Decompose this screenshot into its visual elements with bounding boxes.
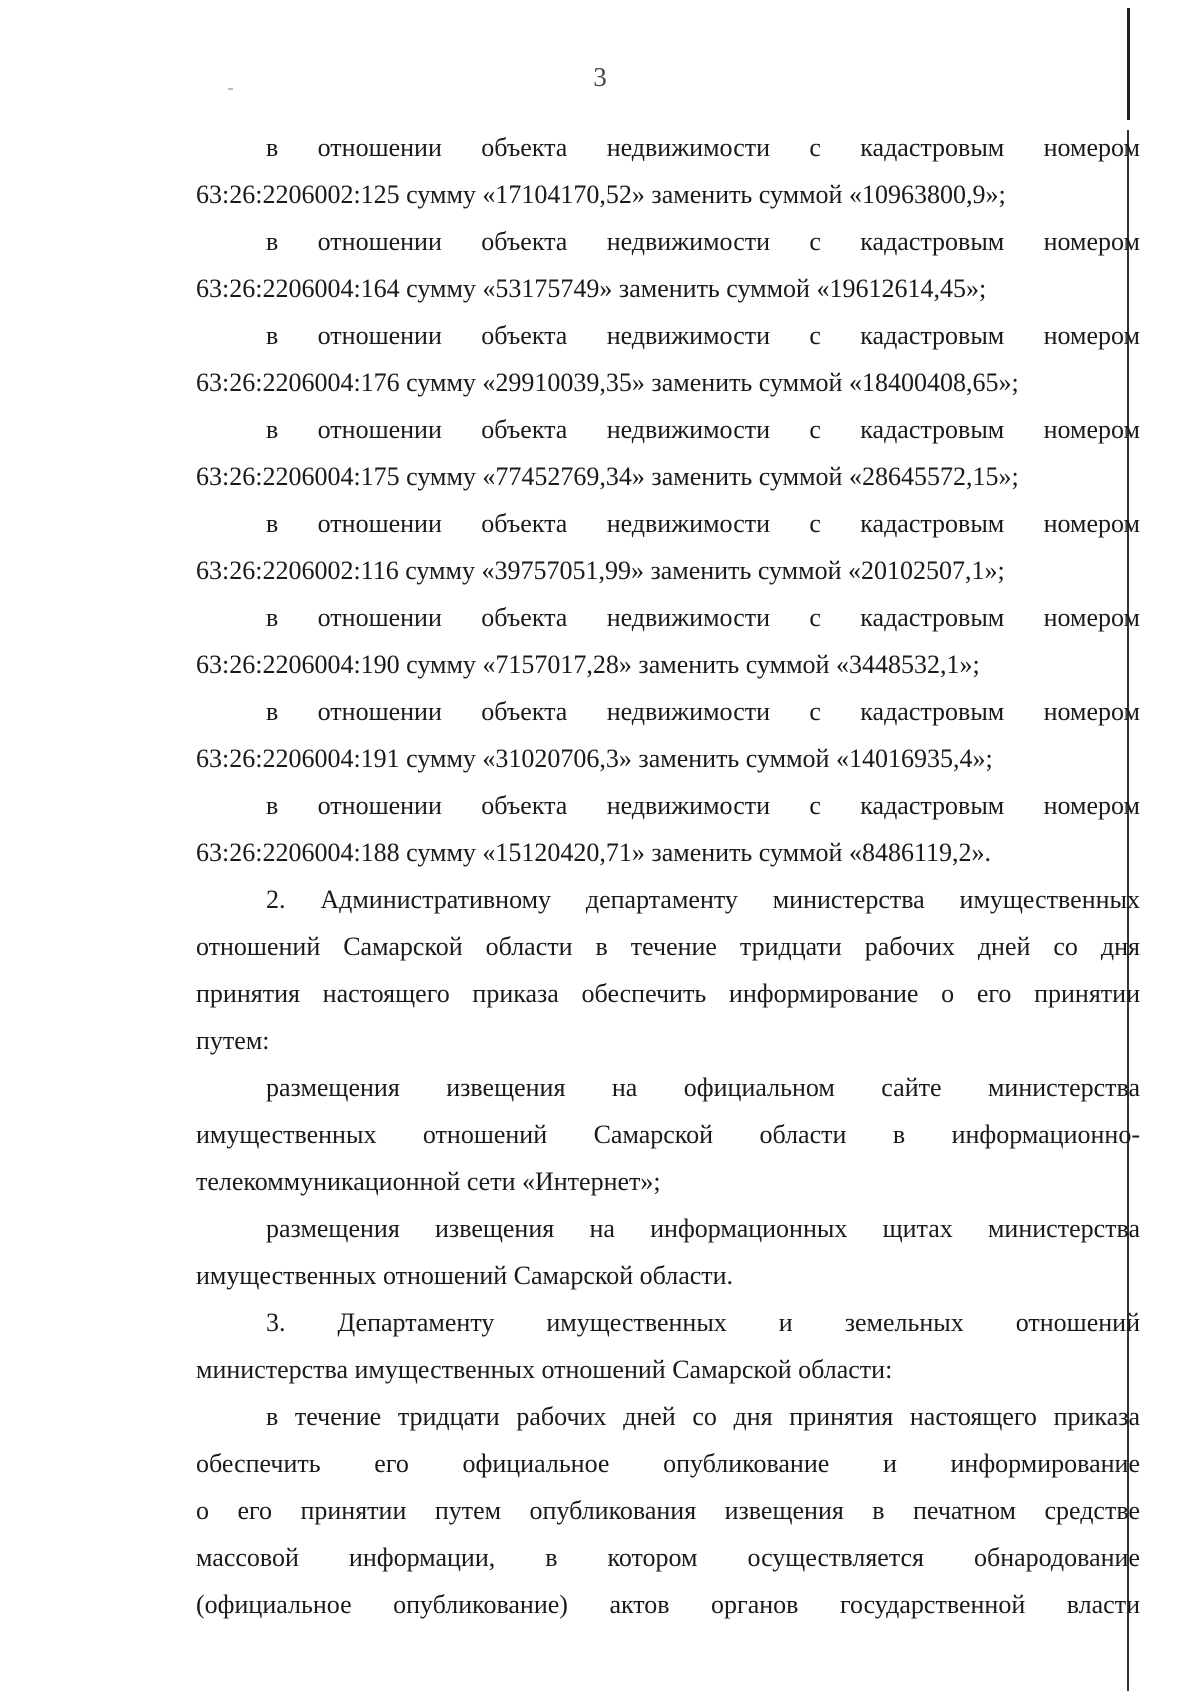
entry-2-line-1: в отношении объекта недвижимости с кадастровым номером bbox=[266, 227, 1140, 256]
section-3-item-1-line-4: массовой информации, в котором осуществляется обнародование bbox=[196, 1543, 1140, 1572]
entry-7-line-2: 63:26:2206004:191 сумму «31020706,3» заменить суммой «14016935,4»; bbox=[196, 744, 993, 773]
section-2-item-1-line-2: имущественных отношений Самарской области в информационно- bbox=[196, 1120, 1140, 1149]
document-body bbox=[196, 124, 1140, 1628]
section-2-line-2: отношений Самарской области в течение тридцати рабочих дней со дня bbox=[196, 932, 1140, 961]
entry-6-line-1: в отношении объекта недвижимости с кадастровым номером bbox=[266, 603, 1140, 632]
entry-1-line-2: 63:26:2206002:125 сумму «17104170,52» заменить суммой «10963800,9»; bbox=[196, 180, 1006, 209]
entry-3-line-2: 63:26:2206004:176 сумму «29910039,35» заменить суммой «18400408,65»; bbox=[196, 368, 1019, 397]
entry-8-line-1: в отношении объекта недвижимости с кадастровым номером bbox=[266, 791, 1140, 820]
scan-artifact bbox=[228, 88, 233, 90]
entry-1-line-1: в отношении объекта недвижимости с кадастровым номером bbox=[266, 133, 1140, 162]
entry-4-line-1: в отношении объекта недвижимости с кадастровым номером bbox=[266, 415, 1140, 444]
entry-4-line-2: 63:26:2206004:175 сумму «77452769,34» заменить суммой «28645572,15»; bbox=[196, 462, 1019, 491]
scan-edge-line bbox=[1127, 8, 1130, 120]
section-2-line-3: принятия настоящего приказа обеспечить информирование о его принятии bbox=[196, 979, 1140, 1008]
section-2-item-1-line-3: телекоммуникационной сети «Интернет»; bbox=[196, 1167, 661, 1196]
section-3-line-2: министерства имущественных отношений Самарской области: bbox=[196, 1355, 893, 1384]
section-2-item-1-line-1: размещения извещения на официальном сайте министерства bbox=[266, 1073, 1140, 1102]
entry-5-line-1: в отношении объекта недвижимости с кадастровым номером bbox=[266, 509, 1140, 538]
section-3-item-1-line-2: обеспечить его официальное опубликование и информирование bbox=[196, 1449, 1140, 1478]
entry-8-line-2: 63:26:2206004:188 сумму «15120420,71» заменить суммой «8486119,2». bbox=[196, 838, 991, 867]
section-2-line-1: 2. Административному департаменту министерства имущественных bbox=[266, 885, 1140, 914]
entry-5-line-2: 63:26:2206002:116 сумму «39757051,99» заменить суммой «20102507,1»; bbox=[196, 556, 1005, 585]
section-2-item-2-line-2: имущественных отношений Самарской области. bbox=[196, 1261, 734, 1290]
section-2-item-2-line-1: размещения извещения на информационных щитах министерства bbox=[266, 1214, 1140, 1243]
section-3-item-1-line-3: о его принятии путем опубликования извещения в печатном средстве bbox=[196, 1496, 1140, 1525]
section-3-item-1-line-1: в течение тридцати рабочих дней со дня принятия настоящего приказа bbox=[266, 1402, 1140, 1431]
page-number: 3 bbox=[593, 62, 607, 92]
entry-3-line-1: в отношении объекта недвижимости с кадастровым номером bbox=[266, 321, 1140, 350]
entry-6-line-2: 63:26:2206004:190 сумму «7157017,28» заменить суммой «3448532,1»; bbox=[196, 650, 980, 679]
section-3-line-1: 3. Департаменту имущественных и земельных отношений bbox=[266, 1308, 1140, 1337]
section-2-line-4: путем: bbox=[196, 1026, 270, 1055]
entry-2-line-2: 63:26:2206004:164 сумму «53175749» заменить суммой «19612614,45»; bbox=[196, 274, 987, 303]
section-3-item-1-line-5: (официальное опубликование) актов органов государственной власти bbox=[196, 1590, 1140, 1619]
entry-7-line-1: в отношении объекта недвижимости с кадастровым номером bbox=[266, 697, 1140, 726]
